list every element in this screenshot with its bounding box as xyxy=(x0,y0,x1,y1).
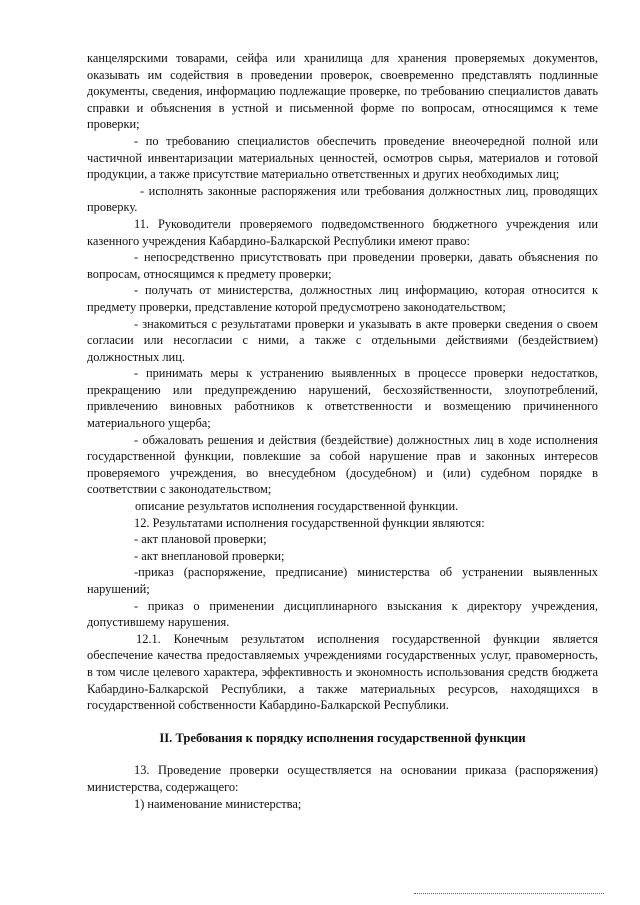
paragraph: 12. Результатами исполнения государственной функции являются: xyxy=(134,515,485,530)
paragraph: - обжаловать решения и действия (бездействие) должностных лиц в ходе исполнения государственной функции, повлекшие за собой нарушение прав и законных интересов проверяемого учреждения, во внесудебном (досудебном) и (или) судебном порядке в соответствии с законодательством; xyxy=(87,432,598,497)
paragraph: - получать от министерства, должностных лиц информацию, которая относится к предмету проверки, представление которой предусмотрено законодательством; xyxy=(87,283,598,314)
paragraph: - акт внеплановой проверки; xyxy=(134,548,285,563)
paragraph: 12.1. Конечным результатом исполнения государственной функции является обеспечение качества предоставляемых учреждениями государственных услуг, правомерность, в том числе целевого характера, эффективность и экономность использования средств бюджета Кабардино-Балкарской Республики, а также материальных ресурсов, находящихся в государственной собственности Кабардино-Балкарской Республики. xyxy=(87,631,598,713)
paragraph: описание результатов исполнения государственной функции. xyxy=(135,499,459,514)
paragraph: - знакомиться с результатами проверки и указывать в акте проверки сведения о своем согласии или несогласии с ними, а также с отдельными действиями (бездействием) должностных лиц. xyxy=(87,316,598,364)
paragraph: - принимать меры к устранению выявленных в процессе проверки недостатков, прекращению или предупреждению нарушений, бесхозяйственности, злоупотреблений, привлечению виновных работников к ответственности и возмещению причиненного материального ущерба; xyxy=(87,366,598,431)
paragraph: канцелярскими товарами, сейфа или хранилища для хранения проверяемых документов, оказывать им содействия в проведении проверок, своевременно представлять подлинные документы, сведения, информацию подлежащие проверке, по требованию специалистов давать справки и объяснения в устной и письменной форме по вопросам, относящимся к теме проверки; xyxy=(87,51,598,132)
paragraph: 13. Проведение проверки осуществляется на основании приказа (распоряжения) министерства, содержащего: xyxy=(87,763,598,794)
paragraph: 11. Руководители проверяемого подведомственного бюджетного учреждения или казенного учреждения Кабардино-Балкарской Республики имеют право: xyxy=(87,216,598,248)
paragraph: 1) наименование министерства; xyxy=(134,796,302,811)
paragraph: - акт плановой проверки; xyxy=(134,532,267,547)
paragraph: - непосредственно присутствовать при проведении проверки, давать объяснения по вопросам, относящимся к предмету проверки; xyxy=(87,250,598,281)
section-heading: II. Требования к порядку исполнения государственной функции xyxy=(159,730,526,745)
paragraph: - исполнять законные распоряжения или требования должностных лиц, проводящих проверку. xyxy=(87,183,598,215)
paragraph: -приказ (распоряжение, предписание) министерства об устранении выявленных нарушений; xyxy=(87,565,598,596)
footer-divider xyxy=(414,893,604,894)
paragraph: - по требованию специалистов обеспечить проведение внеочередной полной или частичной инвентаризации материальных ценностей, осмотров сырья, материалов и готовой продукции, а также присутствие материально ответственных и других необходимых лиц; xyxy=(87,133,598,182)
paragraph: - приказ о применении дисциплинарного взыскания к директору учреждения, допустившему нарушения. xyxy=(87,598,598,630)
